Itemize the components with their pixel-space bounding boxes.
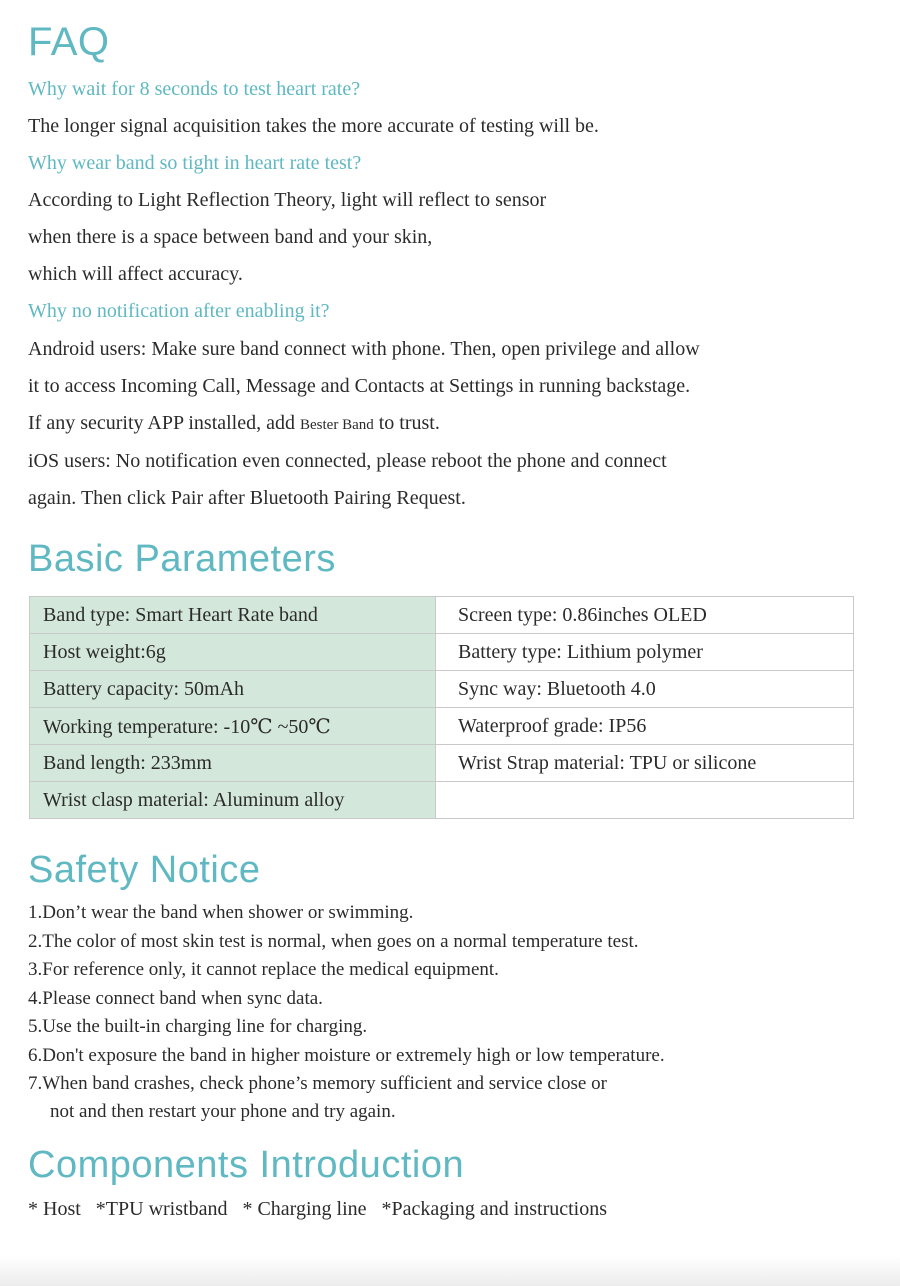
bottom-fade <box>0 1256 900 1286</box>
param-cell: Wrist Strap material: TPU or silicone <box>436 745 854 782</box>
table-row <box>30 671 854 708</box>
param-cell: Band length: 233mm <box>30 745 436 782</box>
safety-item-6: 6.Don't exposure the band in higher moisture or extremely high or low temperature. <box>28 1045 665 1066</box>
param-cell: Sync way: Bluetooth 4.0 <box>436 671 854 708</box>
faq-question-1: Why wait for 8 seconds to test heart rate? <box>28 78 361 100</box>
param-cell <box>436 782 854 819</box>
faq-answer-1: The longer signal acquisition takes the more accurate of testing will be. <box>28 115 599 137</box>
param-cell: Host weight:6g <box>30 634 436 671</box>
faq-question-3: Why no notification after enabling it? <box>28 300 330 322</box>
params-table <box>29 596 854 819</box>
safety-item-4: 4.Please connect band when sync data. <box>28 988 323 1009</box>
safety-item-5: 5.Use the built-in charging line for charging. <box>28 1016 368 1037</box>
components-list: * Host *TPU wristband * Charging line *Packaging and instructions <box>28 1198 608 1220</box>
table-row <box>30 782 854 819</box>
param-cell: Wrist clasp material: Aluminum alloy <box>30 782 436 819</box>
param-cell: Band type: Smart Heart Rate band <box>30 597 436 634</box>
table-row <box>30 708 854 745</box>
faq-answer-3-line-1: Android users: Make sure band connect with phone. Then, open privilege and allow <box>28 338 700 360</box>
security-suffix: to trust. <box>373 412 440 434</box>
safety-item-7-cont: not and then restart your phone and try again. <box>50 1101 396 1122</box>
safety-title: Safety Notice <box>28 849 261 891</box>
faq-title: FAQ <box>28 20 110 64</box>
safety-item-1: 1.Don’t wear the band when shower or swimming. <box>28 902 414 923</box>
safety-item-7: 7.When band crashes, check phone’s memory sufficient and service close or <box>28 1073 607 1094</box>
faq-answer-3-line-5: again. Then click Pair after Bluetooth Pairing Request. <box>28 487 466 509</box>
components-title: Components Introduction <box>28 1144 465 1186</box>
safety-item-2: 2.The color of most skin test is normal, when goes on a normal temperature test. <box>28 931 639 952</box>
param-cell: Screen type: 0.86inches OLED <box>436 597 854 634</box>
app-name: Bester Band <box>300 417 374 433</box>
params-title: Basic Parameters <box>28 538 336 580</box>
faq-answer-2-line-1: According to Light Reflection Theory, light will reflect to sensor <box>28 189 547 211</box>
table-row <box>30 634 854 671</box>
faq-question-2: Why wear band so tight in heart rate test? <box>28 152 362 174</box>
faq-answer-3-line-2: it to access Incoming Call, Message and Contacts at Settings in running backstage. <box>28 375 691 397</box>
param-cell: Waterproof grade: IP56 <box>436 708 854 745</box>
param-cell: Battery capacity: 50mAh <box>30 671 436 708</box>
table-row <box>30 745 854 782</box>
faq-answer-3-line-4: iOS users: No notification even connected, please reboot the phone and connect <box>28 450 667 472</box>
security-prefix: If any security APP installed, add <box>28 412 300 434</box>
faq-answer-2-line-2: when there is a space between band and your skin, <box>28 226 433 248</box>
faq-answer-2-line-3: which will affect accuracy. <box>28 263 243 285</box>
faq-answer-3-line-3 <box>28 412 440 435</box>
safety-item-3: 3.For reference only, it cannot replace the medical equipment. <box>28 959 499 980</box>
param-cell: Battery type: Lithium polymer <box>436 634 854 671</box>
param-cell: Working temperature: -10℃ ~50℃ <box>30 708 436 745</box>
table-row <box>30 597 854 634</box>
